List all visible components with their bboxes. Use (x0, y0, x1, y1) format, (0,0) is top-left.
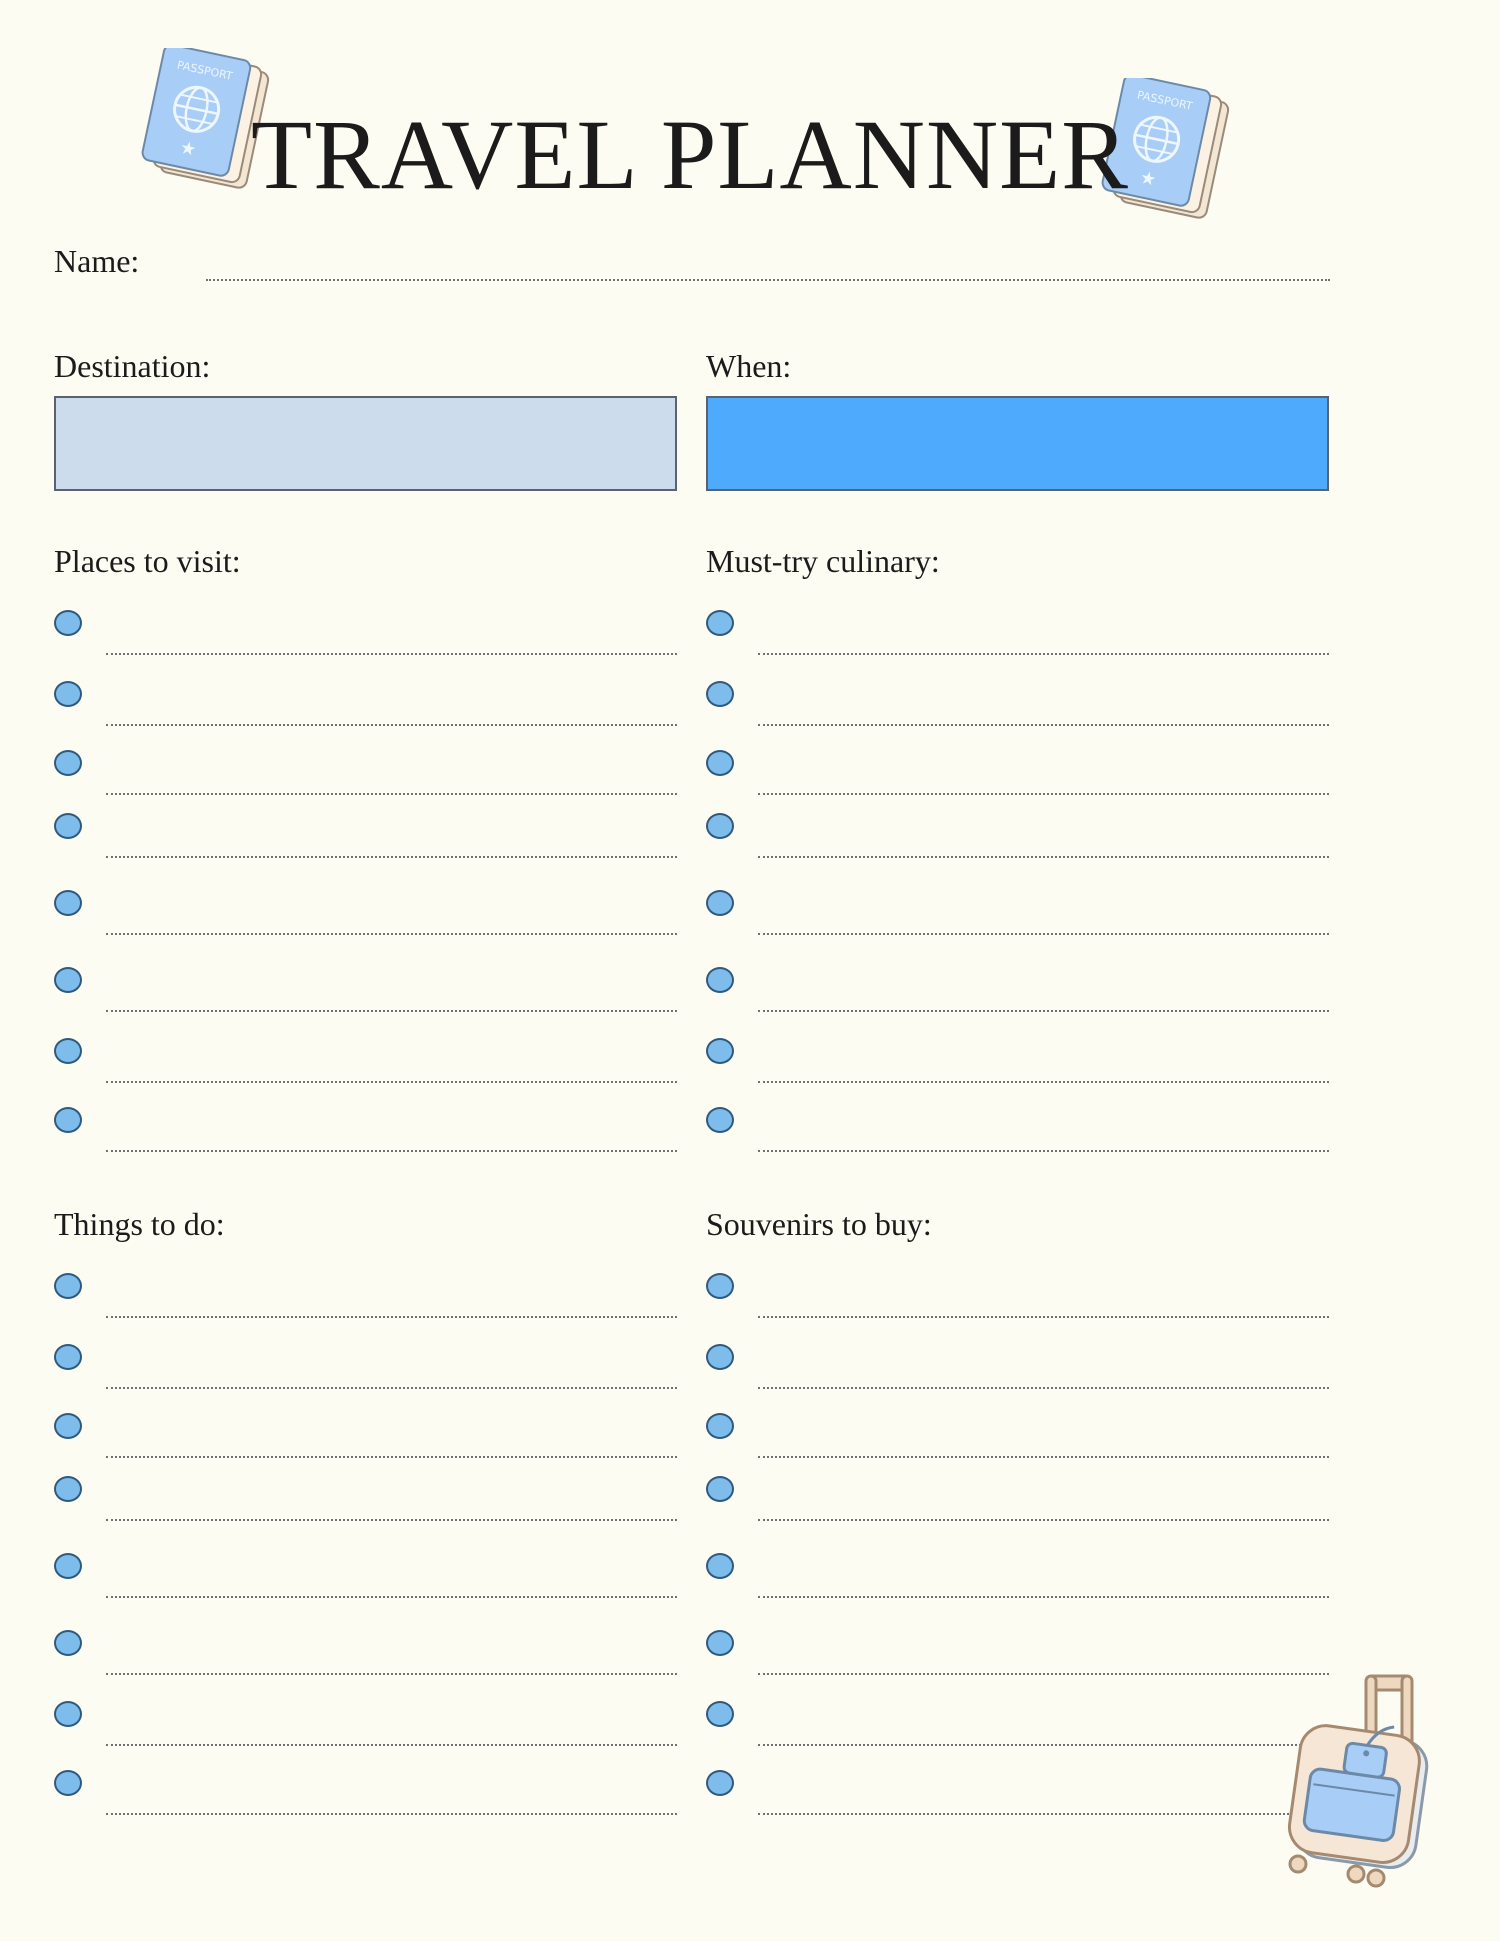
svg-text:★: ★ (178, 136, 199, 161)
when-field[interactable] (706, 396, 1329, 491)
suitcase-icon (1268, 1668, 1448, 1888)
places-entry-line[interactable] (106, 793, 677, 795)
souvenirs-entry-line[interactable] (758, 1813, 1329, 1815)
things-checkbox[interactable] (54, 1344, 82, 1370)
culinary-checkbox[interactable] (706, 681, 734, 707)
things-entry-line[interactable] (106, 1596, 677, 1598)
culinary-entry-line[interactable] (758, 933, 1329, 935)
souvenirs-checkbox[interactable] (706, 1701, 734, 1727)
things-entry-line[interactable] (106, 1456, 677, 1458)
when-label: When: (706, 348, 792, 384)
culinary-checkbox[interactable] (706, 813, 734, 839)
things-label: Things to do: (54, 1206, 225, 1242)
destination-label: Destination: (54, 348, 211, 384)
culinary-checkbox[interactable] (706, 1038, 734, 1064)
souvenirs-entry-line[interactable] (758, 1519, 1329, 1521)
places-label: Places to visit: (54, 543, 241, 579)
culinary-checkbox[interactable] (706, 610, 734, 636)
souvenirs-checkbox[interactable] (706, 1344, 734, 1370)
things-checkbox[interactable] (54, 1630, 82, 1656)
things-checkbox[interactable] (54, 1413, 82, 1439)
culinary-entry-line[interactable] (758, 1010, 1329, 1012)
culinary-entry-line[interactable] (758, 1081, 1329, 1083)
culinary-entry-line[interactable] (758, 856, 1329, 858)
places-checkbox[interactable] (54, 610, 82, 636)
places-entry-line[interactable] (106, 1150, 677, 1152)
places-checkbox[interactable] (54, 890, 82, 916)
souvenirs-entry-line[interactable] (758, 1596, 1329, 1598)
culinary-checkbox[interactable] (706, 750, 734, 776)
places-entry-line[interactable] (106, 1010, 677, 1012)
souvenirs-checkbox[interactable] (706, 1630, 734, 1656)
things-entry-line[interactable] (106, 1673, 677, 1675)
culinary-entry-line[interactable] (758, 793, 1329, 795)
souvenirs-entry-line[interactable] (758, 1316, 1329, 1318)
places-entry-line[interactable] (106, 933, 677, 935)
things-entry-line[interactable] (106, 1813, 677, 1815)
culinary-entry-line[interactable] (758, 1150, 1329, 1152)
souvenirs-checkbox[interactable] (706, 1273, 734, 1299)
places-checkbox[interactable] (54, 967, 82, 993)
culinary-checkbox[interactable] (706, 1107, 734, 1133)
souvenirs-checkbox[interactable] (706, 1770, 734, 1796)
places-checkbox[interactable] (54, 750, 82, 776)
places-checkbox[interactable] (54, 813, 82, 839)
things-checkbox[interactable] (54, 1476, 82, 1502)
things-entry-line[interactable] (106, 1316, 677, 1318)
souvenirs-label: Souvenirs to buy: (706, 1206, 932, 1242)
culinary-checkbox[interactable] (706, 890, 734, 916)
culinary-label: Must-try culinary: (706, 543, 940, 579)
places-entry-line[interactable] (106, 653, 677, 655)
destination-field[interactable] (54, 396, 677, 491)
souvenirs-entry-line[interactable] (758, 1744, 1329, 1746)
souvenirs-entry-line[interactable] (758, 1387, 1329, 1389)
souvenirs-entry-line[interactable] (758, 1673, 1329, 1675)
things-checkbox[interactable] (54, 1770, 82, 1796)
souvenirs-checkbox[interactable] (706, 1476, 734, 1502)
things-checkbox[interactable] (54, 1553, 82, 1579)
souvenirs-checkbox[interactable] (706, 1413, 734, 1439)
places-checkbox[interactable] (54, 1038, 82, 1064)
page-title: TRAVEL PLANNER (251, 99, 1129, 210)
things-checkbox[interactable] (54, 1273, 82, 1299)
culinary-entry-line[interactable] (758, 653, 1329, 655)
passport-text: PASSPORT (1135, 88, 1194, 113)
things-entry-line[interactable] (106, 1744, 677, 1746)
things-entry-line[interactable] (106, 1387, 677, 1389)
culinary-entry-line[interactable] (758, 724, 1329, 726)
name-field[interactable] (206, 279, 1330, 281)
name-label: Name: (54, 243, 140, 279)
things-checkbox[interactable] (54, 1701, 82, 1727)
places-checkbox[interactable] (54, 681, 82, 707)
souvenirs-entry-line[interactable] (758, 1456, 1329, 1458)
places-entry-line[interactable] (106, 724, 677, 726)
places-checkbox[interactable] (54, 1107, 82, 1133)
souvenirs-checkbox[interactable] (706, 1553, 734, 1579)
svg-text:★: ★ (1138, 166, 1159, 191)
places-entry-line[interactable] (106, 856, 677, 858)
things-entry-line[interactable] (106, 1519, 677, 1521)
places-entry-line[interactable] (106, 1081, 677, 1083)
culinary-checkbox[interactable] (706, 967, 734, 993)
passport-text: PASSPORT (175, 58, 234, 83)
